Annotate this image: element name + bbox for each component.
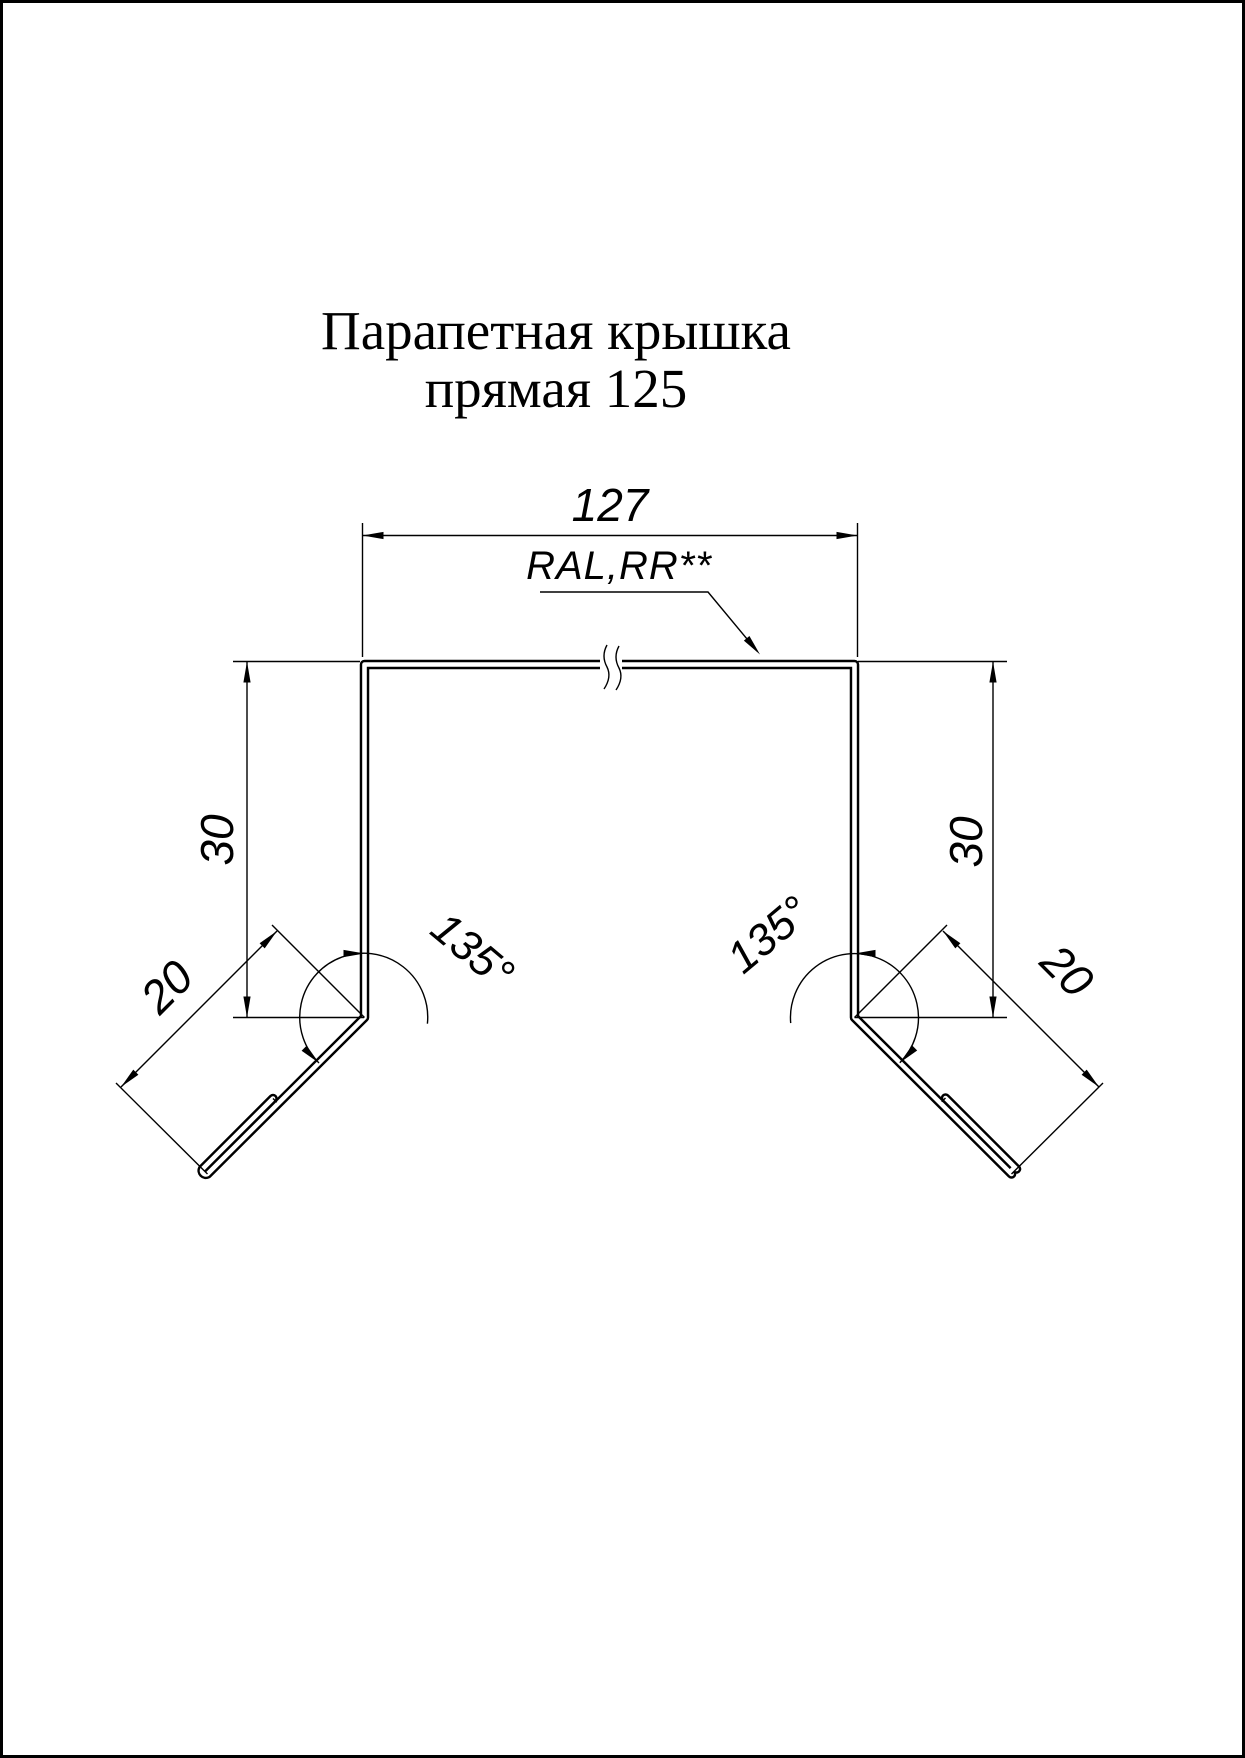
arrowhead — [118, 1070, 138, 1090]
break-symbol — [600, 645, 622, 690]
arrowhead — [243, 997, 250, 1018]
dim-value-left-flare: 20 — [130, 950, 204, 1024]
arrowhead — [897, 1045, 917, 1065]
material-leader — [526, 544, 763, 657]
arrowhead — [363, 532, 384, 539]
angle-value-right: 135° — [718, 886, 820, 983]
angle-value-left: 135° — [421, 902, 523, 999]
profile-path — [202, 665, 1016, 1175]
arrowhead — [1082, 1070, 1102, 1090]
ext-line — [116, 1083, 208, 1174]
title-line-1: Парапетная крышка — [321, 300, 791, 361]
dim-right-height — [855, 662, 1008, 1018]
arrowhead — [260, 928, 280, 948]
ext-line — [855, 925, 948, 1018]
arrowhead — [302, 1046, 322, 1066]
break-gap — [600, 654, 622, 676]
profile-path-core — [202, 665, 1016, 1175]
arrowhead — [989, 662, 996, 683]
title-line-2: прямая 125 — [424, 358, 688, 419]
page-border — [2, 2, 1244, 1757]
arrowhead — [989, 997, 996, 1018]
angle-left — [300, 903, 523, 1066]
arrowhead — [243, 662, 250, 683]
dim-value-top-width: 127 — [571, 479, 649, 531]
dim-line — [121, 931, 277, 1087]
dim-value-right-height: 30 — [940, 816, 992, 868]
coating-label: RAL,RR** — [526, 544, 712, 588]
dim-left-height — [191, 662, 364, 1018]
drawing-title — [321, 300, 791, 419]
arrowhead — [744, 636, 763, 657]
angle-right — [718, 887, 918, 1065]
profile-outline — [202, 665, 1016, 1175]
arrowhead — [837, 532, 858, 539]
ext-line — [1012, 1083, 1104, 1174]
dim-value-right-flare: 20 — [1030, 934, 1104, 1008]
leader-line — [540, 592, 757, 651]
arrowhead — [940, 928, 960, 948]
dim-value-left-height: 30 — [191, 814, 243, 866]
